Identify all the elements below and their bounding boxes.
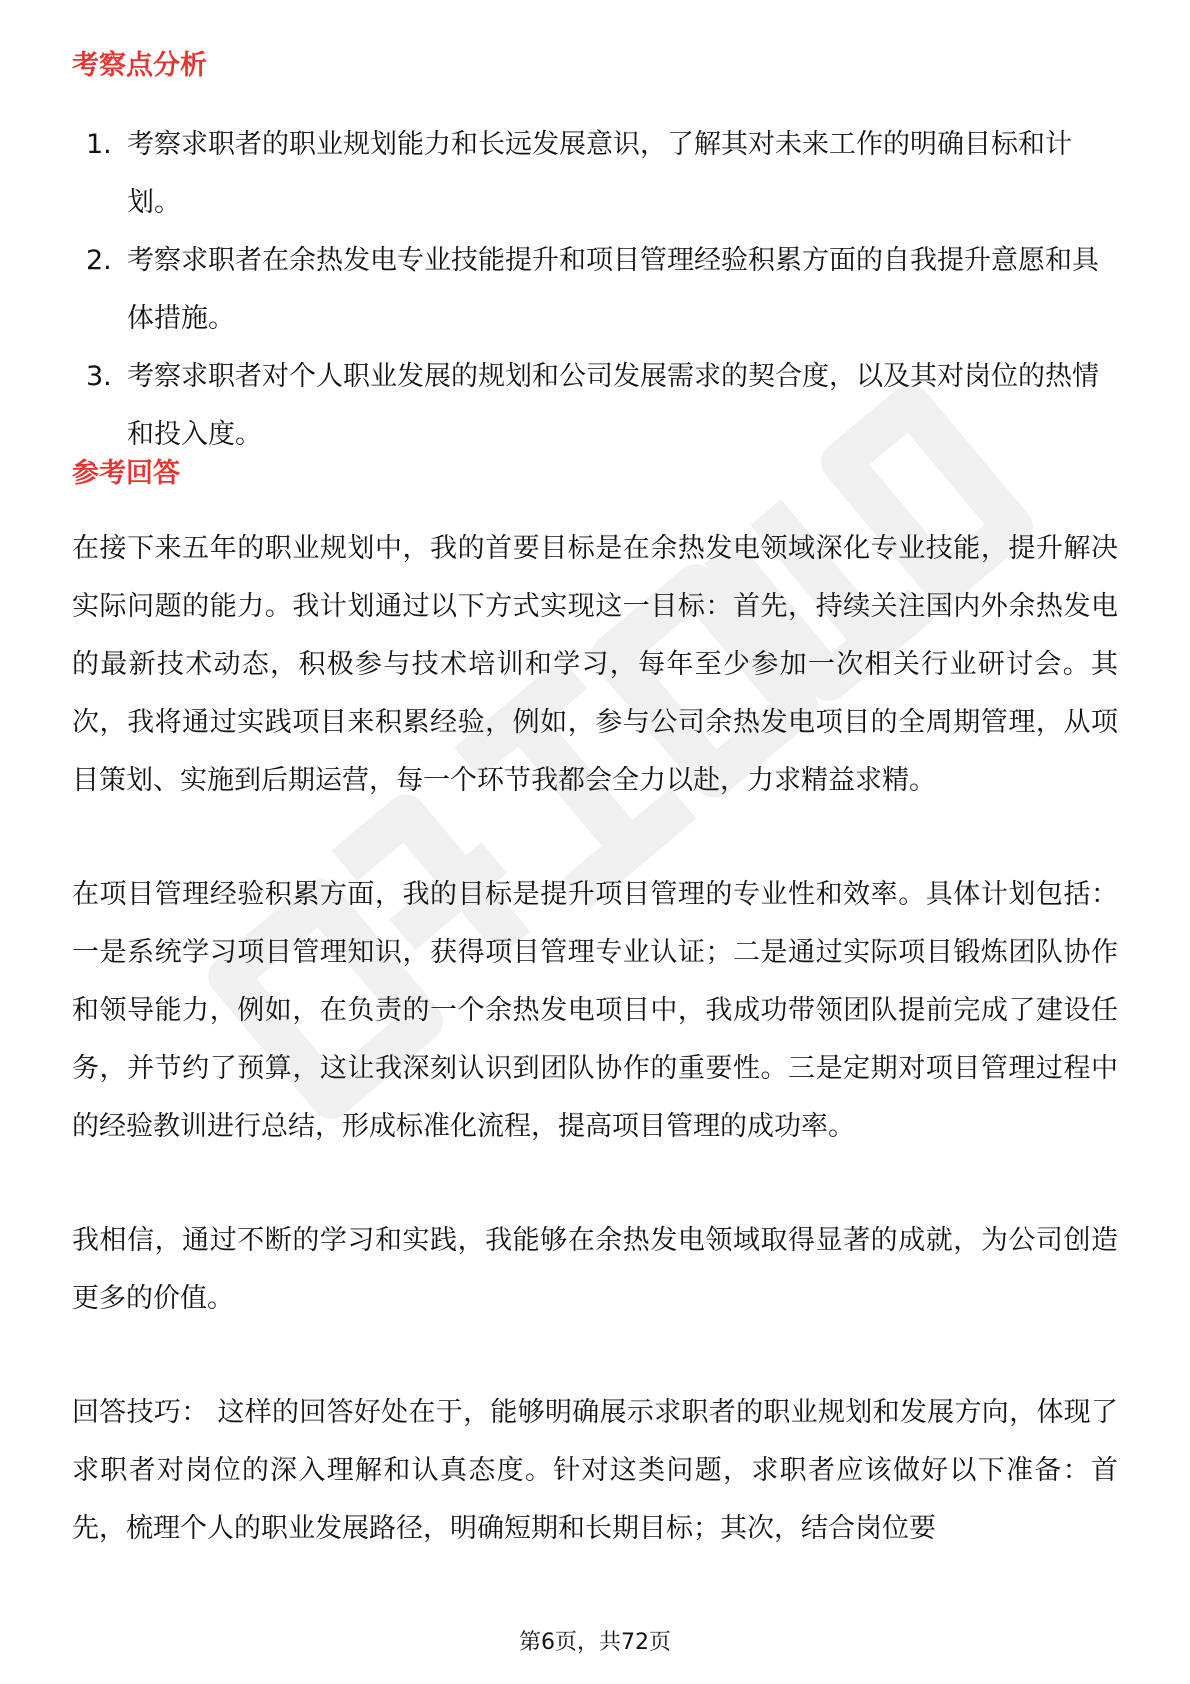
list-item bbox=[72, 232, 1118, 348]
list-item-text: 考察求职者的职业规划能力和长远发展意识，了解其对未来工作的明确目标和计划。 bbox=[127, 129, 1072, 218]
list-number: 2. bbox=[86, 245, 112, 276]
list-item bbox=[72, 116, 1118, 232]
section-title-reference-answer: 参考回答 bbox=[72, 458, 180, 489]
answer-tips-paragraph: 回答技巧： 这样的回答好处在于，能够明确展示求职者的职业规划和发展方向，体现了求职者对岗位的深入理解和认真态度。针对这类问题，求职者应该做好以下准备：首先，梳理个人的职业发展路径，明确短期和长期目标；其次，结合岗位要 bbox=[72, 1397, 1118, 1544]
section-title-analysis: 考察点分析 bbox=[72, 50, 207, 81]
answer-paragraph: 在项目管理经验积累方面，我的目标是提升项目管理的专业性和效率。具体计划包括：一是系统学习项目管理知识，获得项目管理专业认证；二是通过实际项目锻炼团队协作和领导能力，例如，在负责的一个余热发电项目中，我成功带领团队提前完成了建设任务，并节约了预算，这让我深刻认识到团队协作的重要性。三是定期对项目管理过程中的经验教训进行总结，形成标准化流程，提高项目管理的成功率。 bbox=[72, 879, 1118, 1142]
list-item-text: 考察求职者对个人职业发展的规划和公司发展需求的契合度，以及其对岗位的热情和投入度。 bbox=[127, 361, 1099, 450]
list-item bbox=[72, 348, 1118, 464]
answer-paragraph: 我相信，通过不断的学习和实践，我能够在余热发电领域取得显著的成就，为公司创造更多的价值。 bbox=[72, 1225, 1118, 1314]
list-item-text: 考察求职者在余热发电专业技能提升和项目管理经验积累方面的自我提升意愿和具体措施。 bbox=[127, 245, 1099, 334]
answer-paragraph: 在接下来五年的职业规划中，我的首要目标是在余热发电领域深化专业技能，提升解决实际问题的能力。我计划通过以下方式实现这一目标：首先，持续关注国内外余热发电的最新技术动态，积极参与技术培训和学习，每年至少参加一次相关行业研讨会。其次，我将通过实践项目来积累经验，例如，参与公司余热发电项目的全周期管理，从项目策划、实施到后期运营，每一个环节我都会全力以赴，力求精益求精。 bbox=[72, 533, 1118, 796]
analysis-list bbox=[72, 116, 1118, 464]
list-number: 1. bbox=[86, 129, 112, 160]
page-number: 第6页，共72页 bbox=[519, 1630, 671, 1655]
list-number: 3. bbox=[86, 361, 112, 392]
